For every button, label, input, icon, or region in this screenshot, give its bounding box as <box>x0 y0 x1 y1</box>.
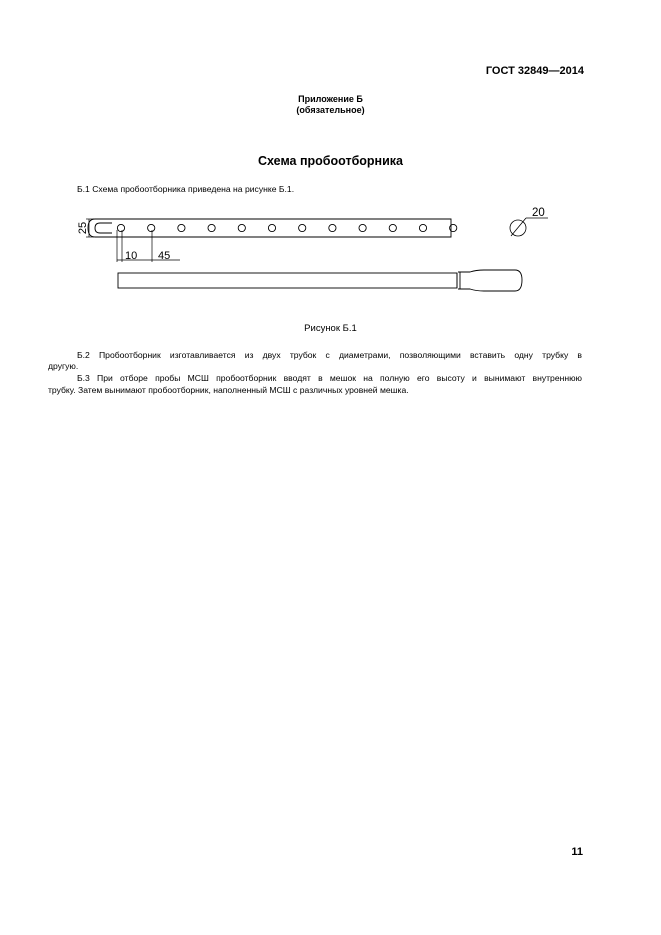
hole <box>389 224 396 231</box>
hole <box>299 224 306 231</box>
standard-number: ГОСТ 32849—2014 <box>485 65 584 77</box>
appendix-label: Приложение Б <box>298 94 363 104</box>
paragraph-b3-line1: Б.3 При отборе пробы МСШ пробоотборник вводят в мешок на полную его высоту и вынимают внутреннюю <box>77 373 582 383</box>
hole <box>148 224 155 231</box>
hole <box>178 224 185 231</box>
hole <box>329 224 336 231</box>
appendix-status: (обязательное) <box>296 105 365 115</box>
hole <box>268 224 275 231</box>
page-number: 11 <box>571 846 583 858</box>
paragraph-b3-line2: трубку. Затем вынимают пробоотборник, наполненный МСШ с различных уровней мешка. <box>48 385 409 395</box>
offset-dimension-label: 10 <box>125 250 138 262</box>
hole <box>359 224 366 231</box>
hole-row <box>117 224 456 231</box>
section-title: Схема пробоотборника <box>257 154 404 168</box>
figure-caption: Рисунок Б.1 <box>304 323 357 334</box>
hole <box>419 224 426 231</box>
diameter-symbol <box>510 218 548 236</box>
paragraph-b2-line1: Б.2 Пробоотборник изготавливается из двух трубок с диаметрами, позволяющими вставить одну трубку в <box>77 350 582 360</box>
spacing-dimension-label: 45 <box>158 250 171 262</box>
hole <box>117 224 124 231</box>
height-dimension-label: 25 <box>76 221 89 235</box>
paragraph-b1: Б.1 Схема пробоотборника приведена на рисунке Б.1. <box>77 184 295 194</box>
inner-tube <box>118 270 522 291</box>
sampler-figure <box>0 0 661 330</box>
hole <box>238 224 245 231</box>
paragraph-b2-line2: другую. <box>48 361 79 371</box>
hole <box>208 224 215 231</box>
diameter-dimension-label: 20 <box>532 207 545 219</box>
